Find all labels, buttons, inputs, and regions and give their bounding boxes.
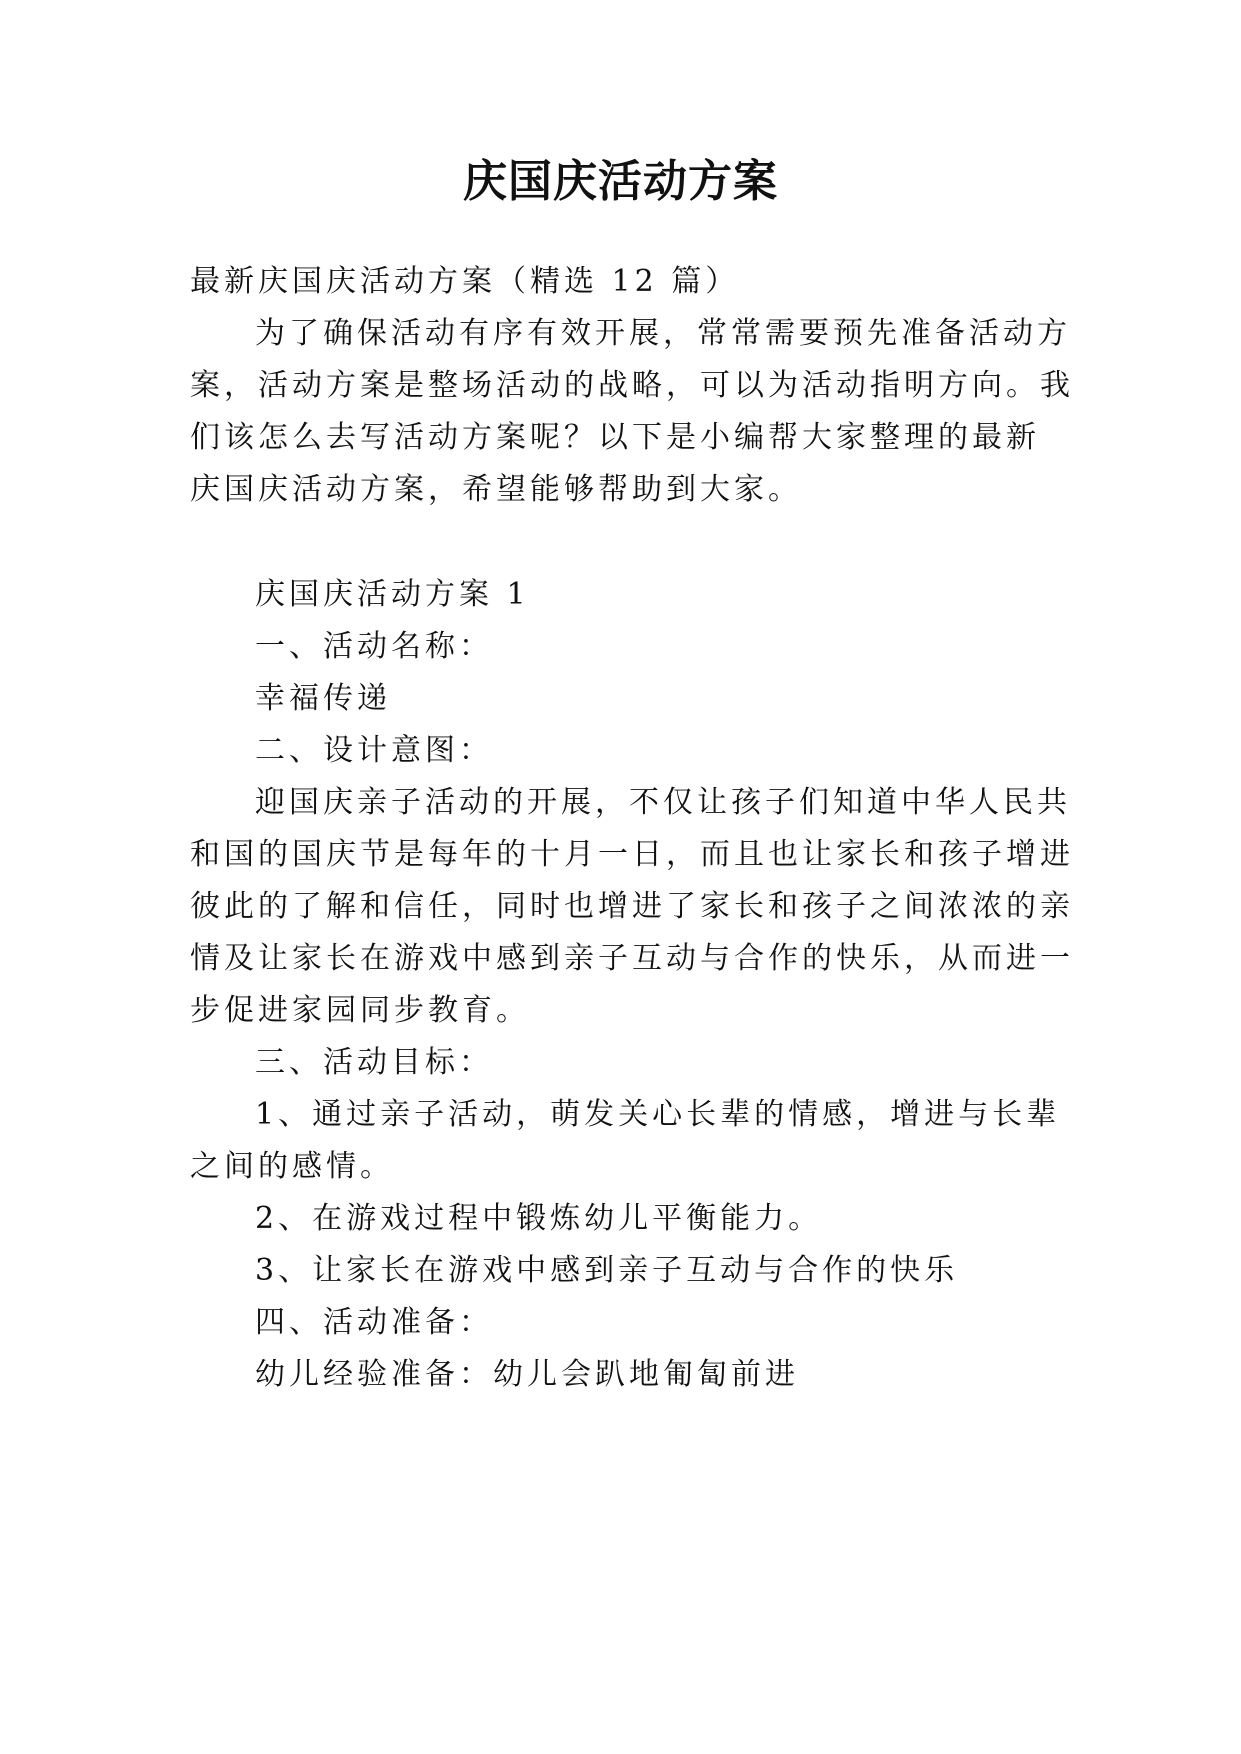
design-intent-line-2: 和国的国庆节是每年的十月一日，而且也让家长和孩子增进: [190, 837, 1074, 872]
activity-name-value: 幸福传递: [255, 681, 391, 716]
document-subtitle: 最新庆国庆活动方案（精选 12 篇）: [190, 264, 740, 299]
intro-line-1: 为了确保活动有序有效开展，常常需要预先准备活动方: [255, 316, 1071, 351]
goal-2: 2、在游戏过程中锻炼幼儿平衡能力。: [255, 1201, 823, 1236]
preparation-label: 四、活动准备：: [255, 1305, 493, 1340]
intro-line-4: 庆国庆活动方案，希望能够帮助到大家。: [190, 472, 802, 507]
design-intent-line-5: 步促进家园同步教育。: [190, 993, 530, 1028]
goal-1-line-1: 1、通过亲子活动，萌发关心长辈的情感，增进与长辈: [255, 1097, 1061, 1132]
goals-label: 三、活动目标：: [255, 1045, 493, 1080]
design-intent-line-3: 彼此的了解和信任，同时也增进了家长和孩子之间浓浓的亲: [190, 889, 1074, 924]
design-intent-label: 二、设计意图：: [255, 733, 493, 768]
design-intent-line-1: 迎国庆亲子活动的开展，不仅让孩子们知道中华人民共: [255, 785, 1071, 820]
preparation-text: 幼儿经验准备：幼儿会趴地匍匐前进: [255, 1357, 799, 1392]
activity-name-label: 一、活动名称：: [255, 629, 493, 664]
section-heading: 庆国庆活动方案 1: [255, 577, 530, 612]
design-intent-line-4: 情及让家长在游戏中感到亲子互动与合作的快乐，从而进一: [190, 941, 1074, 976]
goal-1-line-2: 之间的感情。: [190, 1149, 394, 1184]
intro-line-3: 们该怎么去写活动方案呢？以下是小编帮大家整理的最新: [190, 420, 1040, 455]
document-title: 庆国庆活动方案: [463, 156, 778, 207]
goal-3: 3、让家长在游戏中感到亲子互动与合作的快乐: [255, 1253, 959, 1288]
intro-line-2: 案，活动方案是整场活动的战略，可以为活动指明方向。我: [190, 368, 1074, 403]
